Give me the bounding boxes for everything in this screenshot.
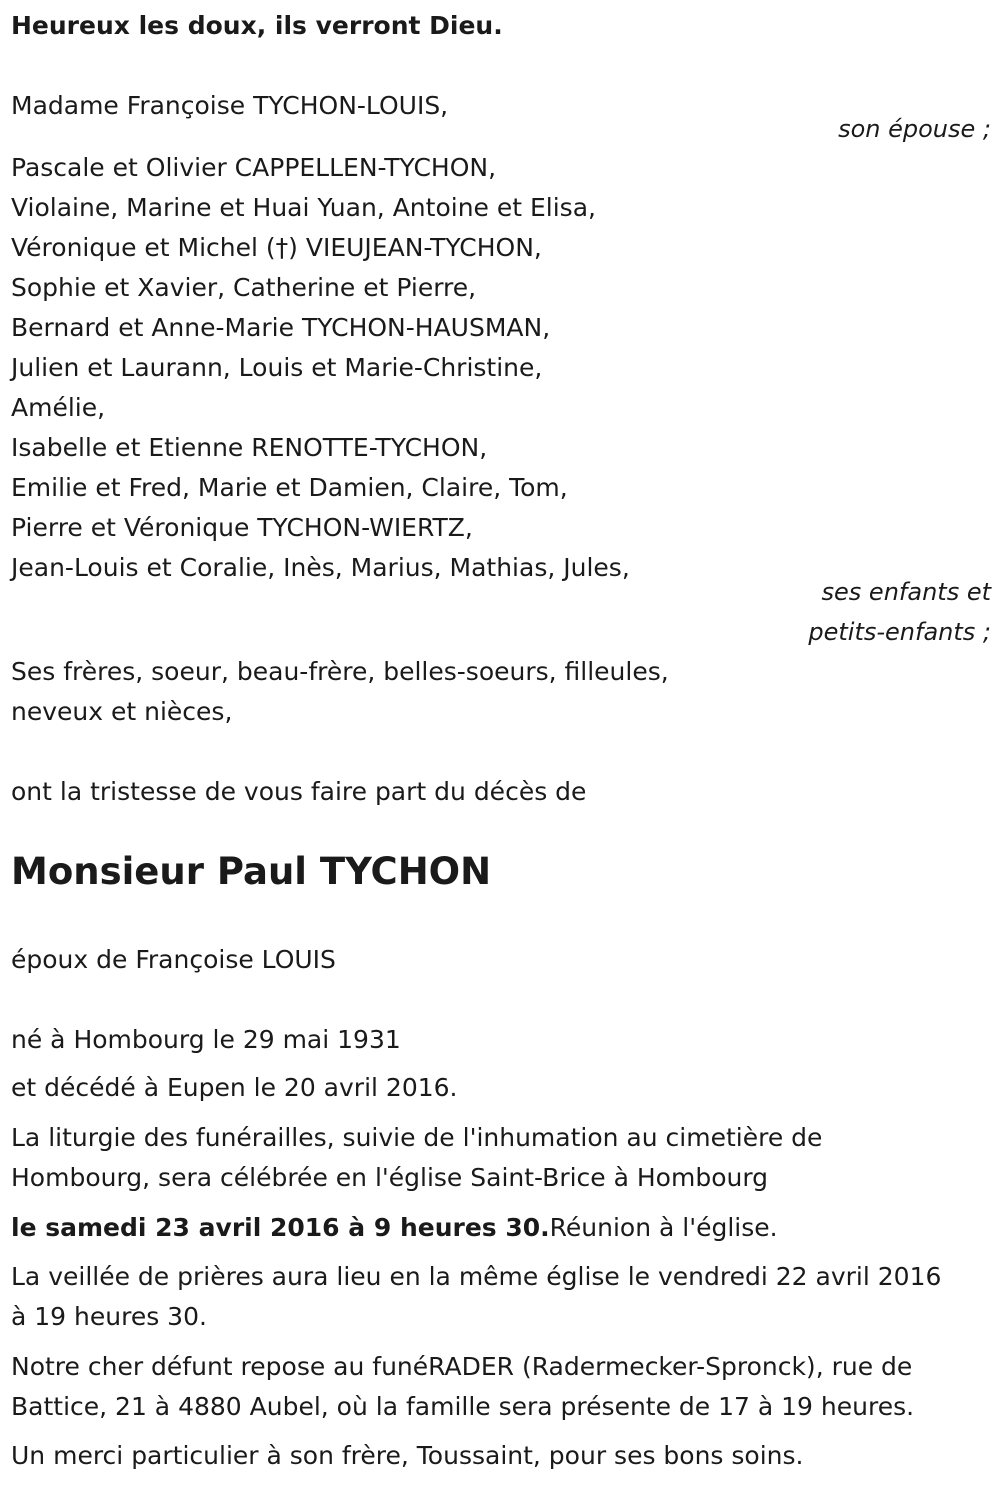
children-line: Violaine, Marine et Huai Yuan, Antoine et Elisa, [11,193,596,222]
funeral-meeting: Réunion à l'église. [549,1213,778,1242]
children-line: Isabelle et Etienne RENOTTE-TYCHON, [11,433,488,462]
liturgy-line: Hombourg, sera célébrée en l'église Saint-Brice à Hombourg [11,1163,769,1192]
siblings-line: neveux et nièces, [11,697,233,726]
spouse-of: époux de Françoise LOUIS [11,945,336,974]
rest-line: Notre cher défunt repose au funéRADER (Radermecker-Spronck), rue de [11,1352,913,1381]
rest-line: Battice, 21 à 4880 Aubel, où la famille sera présente de 17 à 19 heures. [11,1392,915,1421]
children-line: Jean-Louis et Coralie, Inès, Marius, Mathias, Jules, [11,553,630,582]
children-line: Emilie et Fred, Marie et Damien, Claire, Tom, [11,473,568,502]
funeral-date: le samedi 23 avril 2016 à 9 heures 30. [11,1213,550,1242]
children-line: Véronique et Michel (†) VIEUJEAN-TYCHON, [11,233,542,262]
spouse-name: Madame Françoise TYCHON-LOUIS, [11,91,449,120]
birth-info: né à Hombourg le 29 mai 1931 [11,1025,401,1054]
death-info: et décédé à Eupen le 20 avril 2016. [11,1073,458,1102]
children-line: Amélie, [11,393,106,422]
deceased-name: Monsieur Paul TYCHON [11,850,492,893]
obituary-page [11,0,991,1492]
thanks: Un merci particulier à son frère, Toussaint, pour ses bons soins. [11,1441,804,1470]
spouse-role: son épouse ; [838,115,991,143]
quote: Heureux les doux, ils verront Dieu. [11,11,503,40]
children-role: petits-enfants ; [808,618,991,646]
announcement: ont la tristesse de vous faire part du décès de [11,777,587,806]
children-role: ses enfants et [821,578,991,606]
vigil-line: à 19 heures 30. [11,1302,207,1331]
children-line: Sophie et Xavier, Catherine et Pierre, [11,273,477,302]
funeral-line [11,1213,778,1243]
children-line: Bernard et Anne-Marie TYCHON-HAUSMAN, [11,313,551,342]
liturgy-line: La liturgie des funérailles, suivie de l'inhumation au cimetière de [11,1123,823,1152]
vigil-line: La veillée de prières aura lieu en la même église le vendredi 22 avril 2016 [11,1262,942,1291]
children-line: Julien et Laurann, Louis et Marie-Christine, [11,353,543,382]
children-line: Pascale et Olivier CAPPELLEN-TYCHON, [11,153,497,182]
children-line: Pierre et Véronique TYCHON-WIERTZ, [11,513,473,542]
siblings-line: Ses frères, soeur, beau-frère, belles-soeurs, filleules, [11,657,669,686]
